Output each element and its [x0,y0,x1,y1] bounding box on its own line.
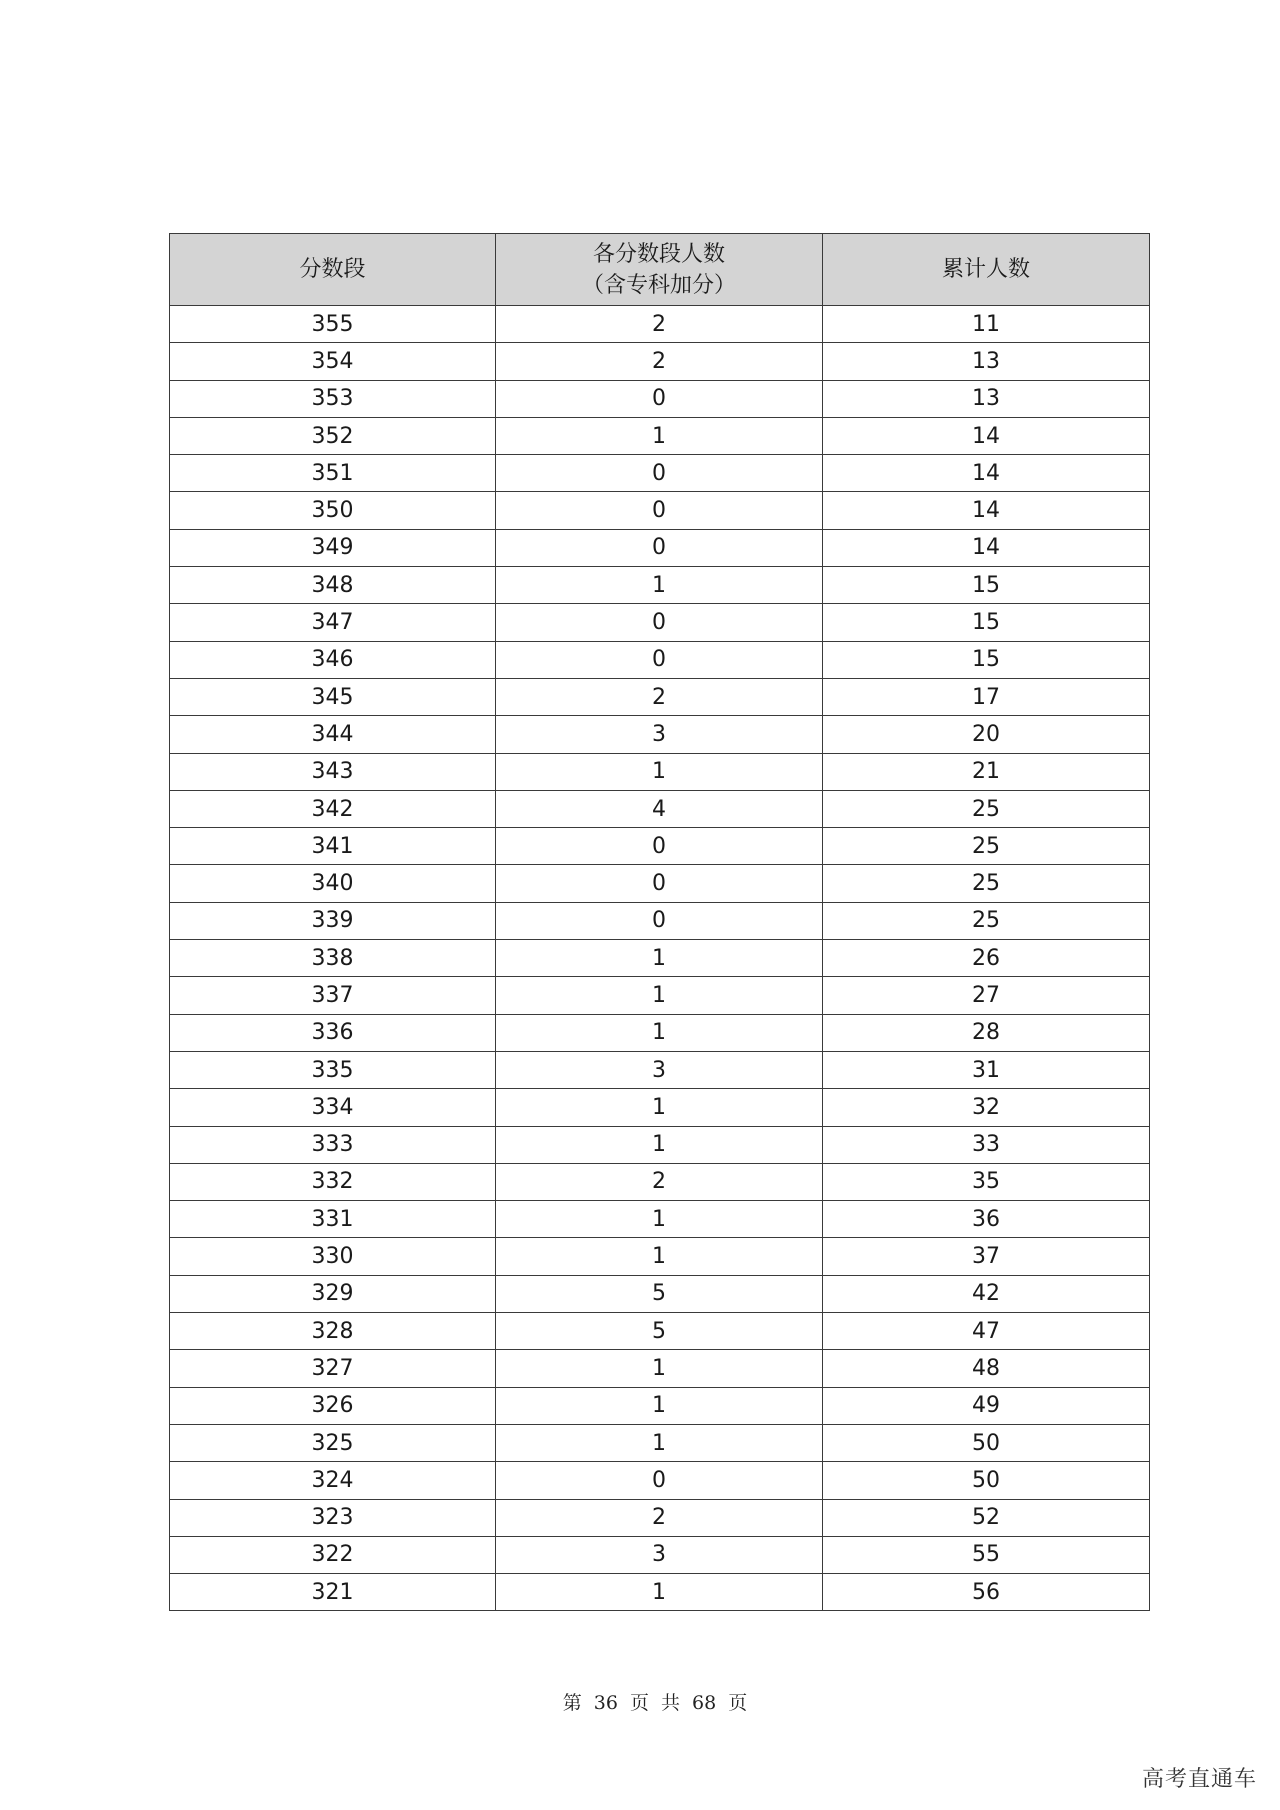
cell-score: 355 [170,306,496,343]
table-row [170,455,1150,492]
cell-count: 1 [496,1574,823,1611]
cell-count: 0 [496,902,823,939]
cell-cumulative: 17 [823,678,1150,715]
table-row [170,790,1150,827]
cell-count: 1 [496,753,823,790]
footer-prefix: 第 [562,1692,582,1714]
table-row [170,753,1150,790]
cell-cumulative: 50 [823,1424,1150,1461]
cell-cumulative: 27 [823,977,1150,1014]
cell-count: 2 [496,306,823,343]
page-footer [0,1688,1280,1715]
table-row [170,865,1150,902]
watermark: 高考直通车 [1141,1767,1257,1792]
table-row [170,380,1150,417]
cell-count: 0 [496,604,823,641]
cell-score: 343 [170,753,496,790]
cell-score: 331 [170,1201,496,1238]
table-header-row [170,234,1150,306]
table-row [170,940,1150,977]
cell-score: 342 [170,790,496,827]
cell-score: 326 [170,1387,496,1424]
cell-count: 1 [496,1014,823,1051]
header-count-line2: （含专科加分） [581,272,736,298]
cell-cumulative: 52 [823,1499,1150,1536]
cell-cumulative: 36 [823,1201,1150,1238]
cell-score: 334 [170,1089,496,1126]
cell-cumulative: 37 [823,1238,1150,1275]
table-row [170,678,1150,715]
cell-score: 350 [170,492,496,529]
cell-cumulative: 25 [823,828,1150,865]
table-header [170,234,1150,306]
cell-count: 1 [496,1238,823,1275]
table-row [170,492,1150,529]
cell-cumulative: 32 [823,1089,1150,1126]
footer-current-page: 36 [593,1692,618,1714]
cell-score: 328 [170,1313,496,1350]
cell-count: 1 [496,1089,823,1126]
table-row [170,716,1150,753]
table-row [170,567,1150,604]
table-row [170,1424,1150,1461]
cell-score: 351 [170,455,496,492]
cell-count: 0 [496,865,823,902]
header-count-line1: 各分数段人数 [592,241,725,267]
cell-cumulative: 21 [823,753,1150,790]
table-row [170,1574,1150,1611]
table-row [170,1536,1150,1573]
cell-count: 1 [496,417,823,454]
table-row [170,1499,1150,1536]
table-row [170,828,1150,865]
cell-score: 329 [170,1275,496,1312]
cell-score: 340 [170,865,496,902]
cell-count: 4 [496,790,823,827]
footer-page-word: 页 [629,1692,649,1714]
cell-cumulative: 11 [823,306,1150,343]
cell-count: 2 [496,343,823,380]
cell-cumulative: 14 [823,492,1150,529]
table-body [170,306,1150,1611]
cell-score: 336 [170,1014,496,1051]
table-row [170,604,1150,641]
cell-cumulative: 49 [823,1387,1150,1424]
cell-cumulative: 25 [823,902,1150,939]
cell-cumulative: 55 [823,1536,1150,1573]
cell-cumulative: 47 [823,1313,1150,1350]
cell-count: 1 [496,1387,823,1424]
cell-count: 3 [496,716,823,753]
cell-score: 337 [170,977,496,1014]
table-row [170,1163,1150,1200]
cell-cumulative: 20 [823,716,1150,753]
table-row [170,1126,1150,1163]
cell-score: 345 [170,678,496,715]
cell-cumulative: 14 [823,529,1150,566]
cell-score: 335 [170,1051,496,1088]
cell-count: 3 [496,1051,823,1088]
cell-count: 0 [496,492,823,529]
table-row [170,1089,1150,1126]
cell-score: 353 [170,380,496,417]
cell-cumulative: 15 [823,641,1150,678]
cell-score: 339 [170,902,496,939]
header-score: 分数段 [170,234,496,306]
cell-cumulative: 25 [823,865,1150,902]
cell-score: 324 [170,1462,496,1499]
cell-score: 349 [170,529,496,566]
table-row [170,529,1150,566]
cell-cumulative: 15 [823,567,1150,604]
cell-cumulative: 31 [823,1051,1150,1088]
table-row [170,1350,1150,1387]
table-row [170,1051,1150,1088]
footer-suffix: 页 [728,1692,748,1714]
cell-cumulative: 35 [823,1163,1150,1200]
cell-count: 1 [496,1126,823,1163]
cell-score: 347 [170,604,496,641]
table-row [170,1238,1150,1275]
cell-cumulative: 13 [823,343,1150,380]
cell-score: 332 [170,1163,496,1200]
cell-score: 333 [170,1126,496,1163]
cell-cumulative: 33 [823,1126,1150,1163]
cell-count: 1 [496,1201,823,1238]
cell-count: 0 [496,828,823,865]
cell-score: 338 [170,940,496,977]
cell-cumulative: 50 [823,1462,1150,1499]
table-row [170,343,1150,380]
table-row [170,417,1150,454]
cell-cumulative: 25 [823,790,1150,827]
cell-score: 346 [170,641,496,678]
cell-count: 3 [496,1536,823,1573]
footer-total-pages: 68 [692,1692,717,1714]
table-row [170,1014,1150,1051]
table-row [170,1387,1150,1424]
cell-count: 1 [496,940,823,977]
cell-score: 325 [170,1424,496,1461]
cell-count: 2 [496,1163,823,1200]
cell-count: 1 [496,1350,823,1387]
table-row [170,1275,1150,1312]
cell-score: 352 [170,417,496,454]
cell-count: 1 [496,1424,823,1461]
cell-score: 354 [170,343,496,380]
cell-score: 344 [170,716,496,753]
cell-count: 0 [496,455,823,492]
cell-cumulative: 28 [823,1014,1150,1051]
cell-count: 0 [496,380,823,417]
table-row [170,306,1150,343]
cell-count: 2 [496,1499,823,1536]
cell-score: 323 [170,1499,496,1536]
cell-cumulative: 48 [823,1350,1150,1387]
table-row [170,1462,1150,1499]
cell-count: 5 [496,1313,823,1350]
table-row [170,902,1150,939]
header-cumulative: 累计人数 [823,234,1150,306]
table-row [170,641,1150,678]
score-distribution-table [169,233,1150,1611]
cell-cumulative: 14 [823,455,1150,492]
cell-count: 0 [496,529,823,566]
cell-cumulative: 42 [823,1275,1150,1312]
cell-cumulative: 15 [823,604,1150,641]
footer-total-word: 共 [661,1692,681,1714]
cell-cumulative: 26 [823,940,1150,977]
cell-count: 0 [496,641,823,678]
cell-score: 348 [170,567,496,604]
cell-score: 341 [170,828,496,865]
cell-count: 1 [496,977,823,1014]
cell-cumulative: 14 [823,417,1150,454]
cell-count: 0 [496,1462,823,1499]
cell-score: 321 [170,1574,496,1611]
cell-score: 330 [170,1238,496,1275]
header-count [496,234,823,306]
table-row [170,1313,1150,1350]
cell-count: 1 [496,567,823,604]
cell-cumulative: 56 [823,1574,1150,1611]
cell-score: 322 [170,1536,496,1573]
cell-count: 2 [496,678,823,715]
table-row [170,1201,1150,1238]
table-row [170,977,1150,1014]
cell-count: 5 [496,1275,823,1312]
cell-score: 327 [170,1350,496,1387]
cell-cumulative: 13 [823,380,1150,417]
